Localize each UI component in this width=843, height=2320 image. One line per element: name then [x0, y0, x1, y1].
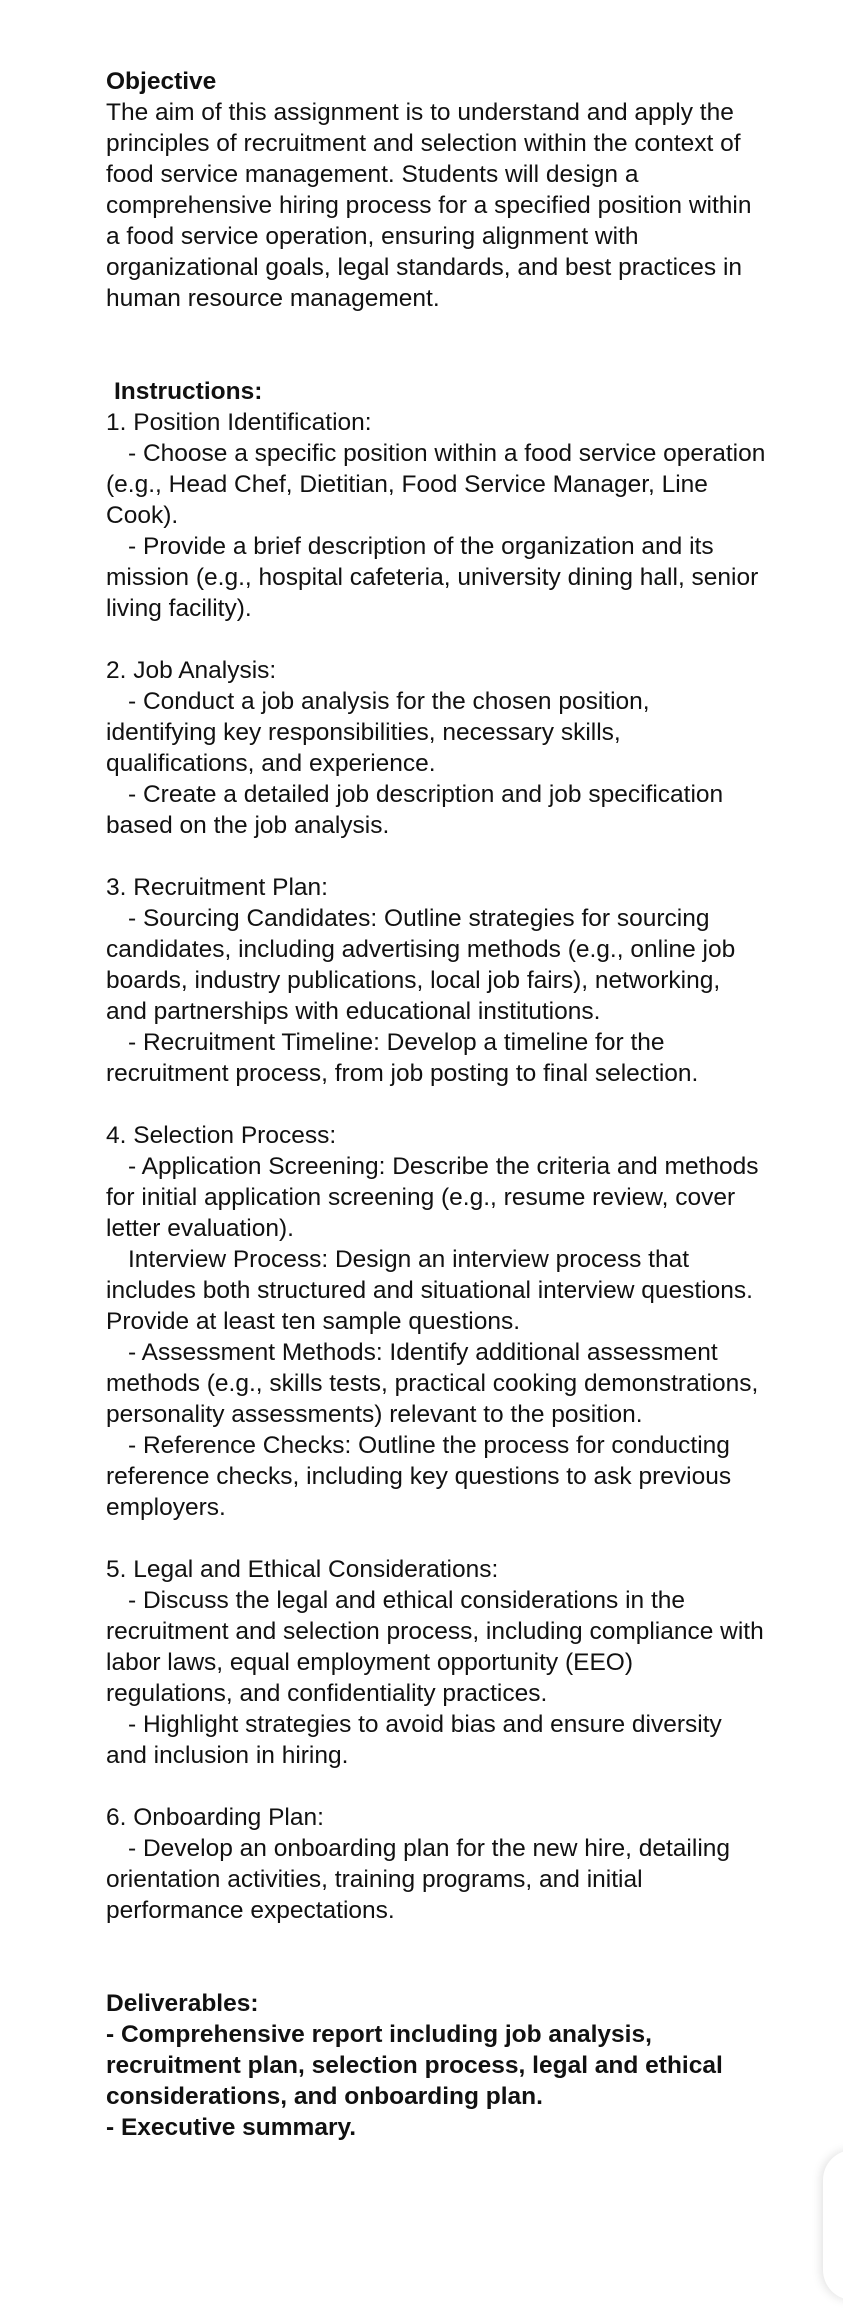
section-item: - Create a detailed job description and job specification based on the job analysis.	[106, 781, 724, 839]
section-item: - Discuss the legal and ethical considerations in the recruitment and selection process, including compliance with labor laws, equal employment opportunity (EEO) regulations, and confidentiality practices.	[106, 1587, 764, 1707]
section-title: 5. Legal and Ethical Considerations:	[106, 1556, 499, 1583]
section-item: - Recruitment Timeline: Develop a timeline for the recruitment process, from job posting to final selection.	[106, 1029, 699, 1087]
section-selection-process	[106, 1120, 766, 1523]
section-job-analysis	[106, 655, 766, 841]
section-item: - Highlight strategies to avoid bias and ensure diversity and inclusion in hiring.	[106, 1711, 722, 1769]
section-item: Interview Process: Design an interview process that includes both structured and situational interview questions. Provide at least ten sample questions.	[106, 1246, 753, 1335]
deliverable-item: - Executive summary.	[106, 2114, 357, 2141]
section-title: 4. Selection Process:	[106, 1122, 337, 1149]
section-position-identification	[106, 407, 766, 624]
section-title: 2. Job Analysis:	[106, 657, 277, 684]
section-title: 6. Onboarding Plan:	[106, 1804, 324, 1831]
instructions-heading: Instructions:	[114, 378, 263, 405]
section-recruitment-plan	[106, 872, 766, 1089]
objective-section	[106, 66, 766, 314]
section-title: 3. Recruitment Plan:	[106, 874, 328, 901]
objective-heading: Objective	[106, 68, 217, 95]
section-item: - Assessment Methods: Identify additional assessment methods (e.g., skills tests, practical cooking demonstrations, personality assessments) relevant to the position.	[106, 1339, 759, 1428]
section-item: - Conduct a job analysis for the chosen position, identifying key responsibilities, necessary skills, qualifications, and experience.	[106, 688, 650, 777]
section-item: - Reference Checks: Outline the process for conducting reference checks, including key questions to ask previous employers.	[106, 1432, 732, 1521]
section-legal-ethical	[106, 1554, 766, 1771]
section-item: - Choose a specific position within a food service operation (e.g., Head Chef, Dietitian, Food Service Manager, Line Cook).	[106, 440, 766, 529]
section-item: - Application Screening: Describe the criteria and methods for initial application screening (e.g., resume review, cover letter evaluation).	[106, 1153, 759, 1242]
document-body	[106, 66, 766, 2143]
floating-side-panel[interactable]	[823, 2150, 843, 2300]
section-onboarding-plan	[106, 1802, 766, 1926]
deliverables-section	[106, 1988, 766, 2143]
section-item: - Develop an onboarding plan for the new hire, detailing orientation activities, training programs, and initial performance expectations.	[106, 1835, 731, 1924]
section-item: - Provide a brief description of the organization and its mission (e.g., hospital cafeteria, university dining hall, senior living facility).	[106, 533, 759, 622]
section-item: - Sourcing Candidates: Outline strategies for sourcing candidates, including advertising methods (e.g., online job boards, industry publications, local job fairs), networking, and partnerships with educational institutions.	[106, 905, 736, 1025]
section-title: 1. Position Identification:	[106, 409, 372, 436]
deliverables-heading: Deliverables:	[106, 1990, 259, 2017]
objective-text: The aim of this assignment is to understand and apply the principles of recruitment and selection within the context of food service management. Students will design a comprehensive hiring process for a specified position within a food service operation, ensuring alignment with organizational goals, legal standards, and best practices in human resource management.	[106, 99, 752, 312]
deliverable-item: - Comprehensive report including job analysis, recruitment plan, selection process, legal and ethical considerations, and onboarding plan.	[106, 2021, 723, 2110]
